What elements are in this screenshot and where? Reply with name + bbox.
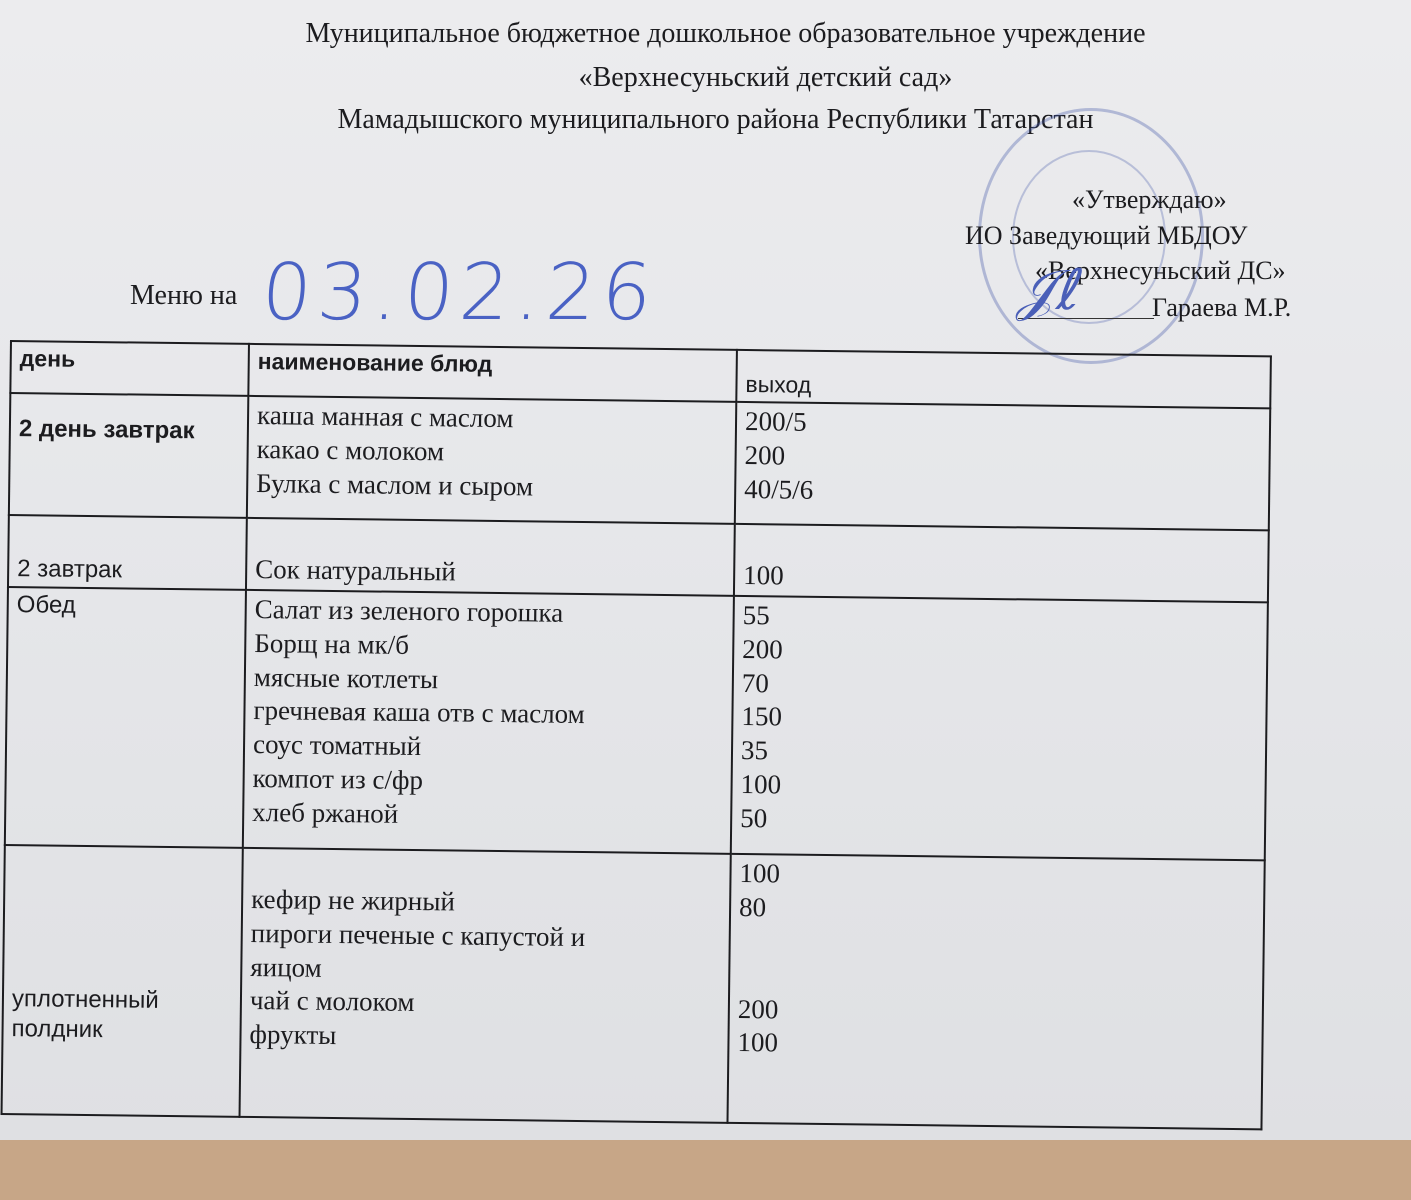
output-item: 100 xyxy=(737,1027,779,1058)
output-item: 80 xyxy=(738,891,767,923)
dish-item: гречневая каша отв с маслом xyxy=(253,695,585,730)
org-name-line2: «Верхнесуньский детский сад» xyxy=(578,62,953,93)
output-item-blank xyxy=(738,924,1255,998)
output-list xyxy=(727,854,1264,1130)
dish-item: фрукты xyxy=(249,1018,337,1051)
output-item: 70 xyxy=(741,667,770,698)
meal-name: уплотненный полдник xyxy=(2,845,243,1117)
meal-name: Обед xyxy=(5,587,246,848)
dish-list xyxy=(247,396,736,524)
output-item: 200 xyxy=(744,439,786,471)
menu-date-handwritten: 03.02.26 xyxy=(258,248,661,338)
dish-item: пироги печеные с капустой и яицом xyxy=(250,917,586,983)
dish-list xyxy=(240,848,731,1123)
output-item: 35 xyxy=(740,734,769,766)
handwritten-signature: 𝒥ℓ xyxy=(1014,258,1088,323)
output-item: 100 xyxy=(739,857,781,889)
output-item: 200 xyxy=(742,633,783,665)
table-row xyxy=(2,845,1265,1129)
dish-item: Салат из зеленого горошка xyxy=(254,594,564,628)
output-item: 100 xyxy=(742,560,784,591)
approval-title: «Утверждаю» xyxy=(1072,185,1227,214)
org-name-line1: Муниципальное бюджетное дошкольное образовательное учреждение xyxy=(305,18,1146,49)
table-row xyxy=(5,587,1268,860)
dish-item: мясные котлеты xyxy=(253,661,439,694)
dish-item: чай с молоком xyxy=(249,985,415,1018)
approval-organization: «Верхнесуньский ДС» xyxy=(1035,256,1286,285)
output-item: 55 xyxy=(742,599,770,631)
header-dish: наименование блюд xyxy=(248,344,737,402)
header-output: выход xyxy=(736,350,1271,409)
dish-item: хлеб ржаной xyxy=(252,796,399,829)
meal-name: 2 завтрак xyxy=(8,515,247,590)
desk-surface xyxy=(0,1140,1411,1200)
meal-name: 2 день завтрак xyxy=(9,393,248,518)
org-name-line3: Мамадышского муниципального района Республики Татарстан xyxy=(337,104,1094,135)
dish-item: кефир не жирный xyxy=(251,883,456,917)
dish-item: каша манная с маслом xyxy=(256,400,514,434)
dish-item: Булка с маслом и сыром xyxy=(256,467,534,501)
output-item: 40/5/6 xyxy=(744,473,814,505)
dish-list xyxy=(243,590,734,854)
menu-table xyxy=(1,340,1272,1130)
output-list xyxy=(731,596,1268,861)
output-item: 200 xyxy=(737,993,779,1024)
approval-position: ИО Заведующий МБДОУ xyxy=(965,221,1248,250)
approver-name: Гараева М.Р. xyxy=(1152,293,1292,322)
dish-item: Сок натуральный xyxy=(255,554,456,587)
table-row xyxy=(9,393,1270,530)
menu-label: Меню на xyxy=(130,280,238,311)
output-list xyxy=(734,524,1269,603)
dish-item: Борщ на мк/б xyxy=(254,627,410,660)
output-item: 100 xyxy=(740,768,782,800)
output-item: 200/5 xyxy=(744,405,807,437)
dish-item: какао с молоком xyxy=(256,433,445,467)
header-day: день xyxy=(10,341,249,396)
output-list xyxy=(735,402,1270,531)
output-item: 150 xyxy=(741,701,783,732)
dish-item: компот из с/фр xyxy=(252,762,424,795)
dish-list xyxy=(246,518,735,596)
output-item: 50 xyxy=(740,802,768,833)
dish-item: соус томатный xyxy=(252,729,422,762)
